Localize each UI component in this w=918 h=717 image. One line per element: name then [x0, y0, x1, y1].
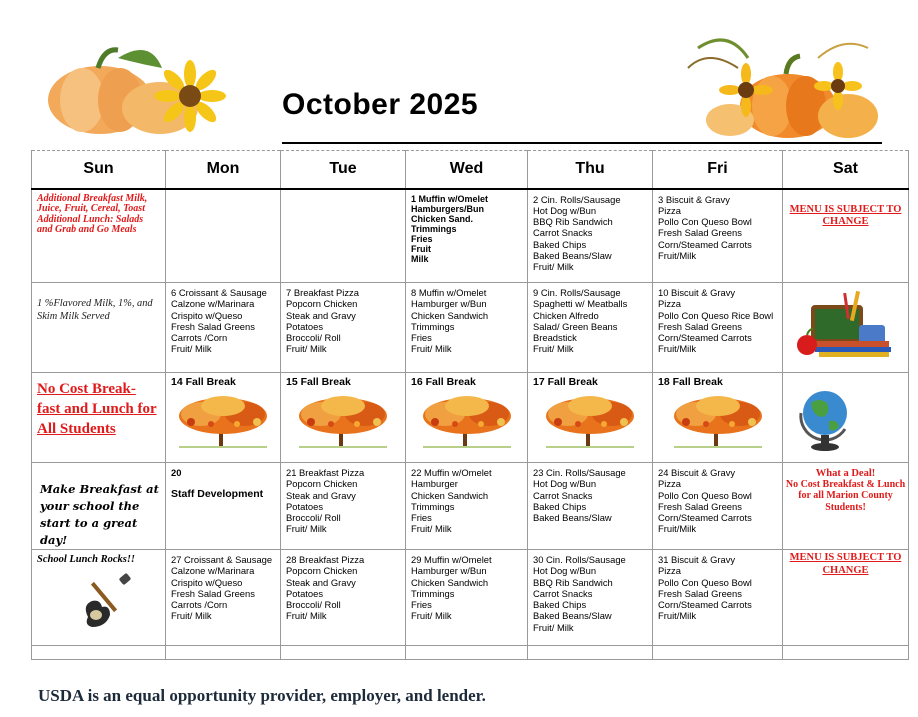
menu-line: 28 Breakfast Pizza: [286, 554, 365, 565]
menu-line: Fruit/Milk: [658, 343, 697, 355]
menu-line: Corn/Steamed Carrots: [658, 332, 752, 344]
cell-w4-fri: [653, 463, 783, 550]
note-line: Fruit, Cereal, Toast: [64, 203, 145, 215]
menu-line: Baked Chips: [533, 500, 587, 512]
menu-line: Pizza: [658, 204, 681, 216]
cell-w1-sun: [32, 189, 166, 283]
notice-line: No Cost Breakfast &: [785, 479, 875, 491]
menu-line: Baked Beans/Slaw: [533, 610, 612, 622]
menu-line: Chicken Sandwich: [411, 576, 489, 588]
globe-icon: [783, 373, 907, 461]
menu-line: Fruit/ Milk: [411, 343, 452, 355]
menu-line: Fruit/ Milk: [533, 621, 574, 633]
cell-w2-mon: [166, 283, 281, 373]
notice-line: No Cost Break-: [37, 381, 136, 397]
cell-w5-thu: [528, 550, 653, 646]
menu-line: Pizza: [658, 565, 681, 577]
menu-line: Fries: [411, 512, 432, 524]
notice-line: fast and Lunch: [37, 401, 134, 417]
notice-line: Lunch for all Marion: [798, 479, 906, 502]
menu-line: Crispito w/Queso: [171, 309, 243, 321]
note-line: a great day!: [40, 516, 138, 547]
cell-w2-tue: [281, 283, 406, 373]
cell-w4-sat: [783, 463, 909, 550]
note-line: Salads and Grab and Go: [37, 213, 144, 236]
menu-line: 3 Biscuit & Gravy: [658, 193, 730, 205]
cell-w3-fri: [653, 373, 783, 463]
cell-w6-thu: [528, 646, 653, 660]
menu-line: Popcorn Chicken: [286, 298, 358, 310]
note-line: 1 %Flavored Milk,: [37, 298, 116, 309]
cell-w1-sat: [783, 189, 909, 283]
cell-w6-mon: [166, 646, 281, 660]
week-row-1: [32, 189, 909, 283]
menu-line: Potatoes: [286, 587, 324, 599]
menu-line: Fruit/ Milk: [411, 610, 452, 622]
menu-line: Chicken Sand.: [411, 213, 474, 224]
fall-break-label: 16 Fall Break: [411, 376, 476, 388]
menu-line: Fresh Salad Greens: [658, 320, 742, 332]
fall-tree-icon: [415, 392, 519, 450]
menu-line: Popcorn Chicken: [286, 565, 358, 577]
title-divider: [282, 142, 882, 144]
menu-subject-notice: [783, 550, 908, 577]
cell-w2-thu: [528, 283, 653, 373]
notice-line: Students!: [825, 501, 866, 513]
menu-line: Fresh Salad Greens: [171, 320, 255, 332]
menu-line: Pollo Con Queso Bowl: [658, 216, 752, 228]
note-line: Served: [81, 311, 110, 322]
menu-line: Fruit: [411, 243, 431, 254]
menu-line: Fruit/ Milk: [286, 343, 327, 355]
menu-line: Hamburger: [411, 478, 458, 490]
menu-line: BBQ Rib Sandwich: [533, 216, 613, 228]
menu-line: Pollo Con Queso Bowl: [658, 489, 752, 501]
menu-line: 8 Muffin w/Omelet: [411, 287, 487, 298]
fall-break-label: 18 Fall Break: [658, 376, 723, 388]
fall-break-label: 17 Fall Break: [533, 376, 598, 388]
cell-w2-sun: [32, 283, 166, 373]
menu-line: 2 Cin. Rolls/Sausage: [533, 193, 621, 205]
menu-line: 21 Breakfast Pizza: [286, 467, 365, 478]
menu-line: Potatoes: [286, 320, 324, 332]
note-line: Milk, Juice,: [37, 192, 148, 215]
menu-line: Fries: [411, 233, 433, 244]
page-title: October 2025: [282, 88, 479, 121]
cell-w6-sun: [32, 646, 166, 660]
day-header-wed: Wed: [406, 151, 528, 189]
cell-w1-mon: [166, 189, 281, 283]
menu-line: 1 Muffin w/Omelet: [411, 193, 489, 204]
menu-line: Calzone w/Marinara: [171, 565, 255, 577]
menu-line: Potatoes: [286, 500, 324, 512]
notice-line: County: [861, 490, 893, 502]
cell-w2-wed: [406, 283, 528, 373]
cell-w4-wed: [406, 463, 528, 550]
menu-line: 23 Cin. Rolls/Sausage: [533, 467, 626, 478]
cell-w6-tue: [281, 646, 406, 660]
menu-line: Carrots /Corn: [171, 332, 228, 344]
menu-line: Fruit/Milk: [658, 249, 697, 261]
menu-line: Pizza: [658, 478, 681, 490]
menu-line: Broccoli/ Roll: [286, 332, 341, 344]
day-header-sun: Sun: [32, 151, 166, 189]
day-header-fri: Fri: [653, 151, 783, 189]
menu-line: Fruit/ Milk: [533, 261, 574, 273]
menu-line: Fries: [411, 599, 432, 611]
menu-line: Trimmings: [411, 223, 457, 234]
menu-line: Fruit/ Milk: [411, 523, 452, 535]
calendar-grid: [31, 150, 909, 660]
cell-w5-mon: [166, 550, 281, 646]
menu-line: Trimmings: [411, 320, 455, 332]
note-line: Meals: [111, 224, 137, 236]
menu-line: Steak and Gravy: [286, 576, 356, 588]
menu-line: Salad/ Green Beans: [533, 320, 618, 332]
menu-line: Fresh Salad Greens: [658, 227, 742, 239]
menu-line: 22 Muffin w/Omelet: [411, 467, 492, 478]
menu-line: Carrot Snacks: [533, 489, 593, 501]
note-line: 1%, and Skim Milk: [37, 298, 153, 322]
menu-line: 29 Muffin w/Omelet: [411, 554, 492, 565]
day-header-tue: Tue: [281, 151, 406, 189]
school-lunch-rocks-label: School Lunch Rocks!!: [37, 554, 136, 565]
date-number: 20: [171, 467, 182, 478]
pumpkin-sunflower-left-icon: [40, 38, 240, 138]
menu-line: Hamburger w/Bun: [411, 298, 487, 310]
menu-line: Corn/Steamed Carrots: [658, 599, 752, 611]
cell-w2-fri: [653, 283, 783, 373]
cell-w6-wed: [406, 646, 528, 660]
cell-w4-thu: [528, 463, 653, 550]
menu-line: Chicken Sandwich: [411, 309, 489, 321]
menu-line: 31 Biscuit & Gravy: [658, 554, 736, 565]
cell-w5-tue: [281, 550, 406, 646]
week-row-5: [32, 550, 909, 646]
note-line: Additional Breakfast: [37, 192, 123, 204]
menu-line: 30 Cin. Rolls/Sausage: [533, 554, 626, 565]
menu-line: Pollo Con Queso Rice Bowl: [658, 309, 774, 321]
note-line: Make Breakfast at: [40, 482, 159, 496]
menu-line: Trimmings: [411, 500, 455, 512]
menu-line: Carrot Snacks: [533, 227, 593, 239]
menu-subject-notice: [783, 190, 908, 229]
day-header-row: [32, 151, 909, 189]
menu-line: 10 Biscuit & Gravy: [658, 287, 736, 298]
menu-line: Carrot Snacks: [533, 587, 593, 599]
day-header-mon: Mon: [166, 151, 281, 189]
cell-w5-sat: [783, 550, 909, 646]
cell-w5-fri: [653, 550, 783, 646]
menu-line: Breadstick: [533, 332, 577, 344]
menu-line: Fruit/ Milk: [171, 610, 212, 622]
menu-line: Corn/Steamed Carrots: [658, 238, 752, 250]
cell-w3-tue: [281, 373, 406, 463]
notice-line: MENU IS SUBJECT: [789, 203, 884, 215]
cell-w6-sat: [783, 646, 909, 660]
fall-tree-icon: [291, 392, 395, 450]
menu-line: 7 Breakfast Pizza: [286, 287, 359, 298]
menu-line: Fresh Salad Greens: [658, 587, 742, 599]
cell-w1-fri: [653, 189, 783, 283]
menu-line: Fruit/Milk: [658, 523, 697, 535]
menu-line: Fries: [411, 332, 432, 344]
menu-line: Pollo Con Queso Bowl: [658, 576, 752, 588]
menu-line: Fresh Salad Greens: [171, 587, 255, 599]
fall-break-label: 15 Fall Break: [286, 376, 351, 388]
cell-w3-thu: [528, 373, 653, 463]
menu-line: Spaghetti w/ Meatballs: [533, 298, 628, 310]
menu-line: Popcorn Chicken: [286, 478, 358, 490]
menu-line: 27 Croissant & Sausage: [171, 554, 273, 565]
menu-line: Trimmings: [411, 587, 455, 599]
menu-line: Fruit/ Milk: [286, 523, 327, 535]
note-line: Additional Lunch:: [37, 213, 114, 225]
day-header-sat: Sat: [783, 151, 909, 189]
menu-line: Crispito w/Queso: [171, 576, 243, 588]
menu-line: Broccoli/ Roll: [286, 599, 341, 611]
cell-w4-sun: [32, 463, 166, 550]
notice-line: What a Deal!: [815, 468, 876, 479]
menu-line: 24 Biscuit & Gravy: [658, 467, 736, 478]
cell-w1-wed: [406, 189, 528, 283]
menu-line: Chicken Sandwich: [411, 489, 489, 501]
menu-line: Hamburgers/Bun: [411, 203, 485, 214]
menu-line: Hot Dog w/Bun: [533, 478, 597, 490]
notice-line: TO CHANGE: [822, 203, 902, 227]
week-row-4: [32, 463, 909, 550]
menu-line: Steak and Gravy: [286, 309, 356, 321]
pumpkin-sunflower-right-icon: [668, 28, 888, 143]
cell-w6-fri: [653, 646, 783, 660]
menu-line: Baked Beans/Slaw: [533, 249, 612, 261]
notice-line: for All Students: [37, 401, 157, 437]
menu-line: Baked Chips: [533, 599, 587, 611]
week-row-2: [32, 283, 909, 373]
menu-line: Fruit/ Milk: [533, 343, 574, 355]
fall-tree-icon: [538, 392, 642, 450]
menu-line: Broccoli/ Roll: [286, 512, 341, 524]
cell-w3-sun: [32, 373, 166, 463]
no-cost-meals-notice: [32, 373, 165, 445]
menu-line: Hamburger w/Bun: [411, 565, 487, 577]
menu-line: Hot Dog w/Bun: [533, 204, 597, 216]
cell-w5-sun: [32, 550, 166, 646]
menu-line: Fruit/ Milk: [171, 343, 212, 355]
menu-line: Carrots /Corn: [171, 599, 228, 611]
what-a-deal-notice: [783, 463, 908, 513]
fall-break-label: 14 Fall Break: [171, 376, 236, 388]
menu-line: Baked Chips: [533, 238, 587, 250]
week-row-6: [32, 646, 909, 660]
menu-line: Calzone w/Marinara: [171, 298, 255, 310]
menu-line: Hot Dog w/Bun: [533, 565, 597, 577]
menu-line: Fresh Salad Greens: [658, 500, 742, 512]
cell-w3-wed: [406, 373, 528, 463]
cell-w5-wed: [406, 550, 528, 646]
menu-line: 6 Croissant & Sausage: [171, 287, 267, 298]
notice-line: MENU IS SUBJECT: [789, 552, 884, 563]
menu-line: 9 Cin. Rolls/Sausage: [533, 287, 621, 298]
notice-line: TO CHANGE: [822, 552, 902, 576]
usda-footer: USDA is an equal opportunity provider, employer, and lender.: [38, 686, 486, 705]
cell-w3-sat: [783, 373, 909, 463]
menu-line: BBQ Rib Sandwich: [533, 576, 613, 588]
fall-tree-icon: [171, 392, 275, 450]
menu-line: Baked Beans/Slaw: [533, 512, 612, 524]
week-row-3: [32, 373, 909, 463]
note-line: your school the start to: [40, 499, 140, 530]
menu-line: Pizza: [658, 298, 681, 310]
cell-w1-tue: [281, 189, 406, 283]
cell-w4-tue: [281, 463, 406, 550]
guitar-icon: [80, 569, 166, 633]
day-header-thu: Thu: [528, 151, 653, 189]
cell-w4-mon: [166, 463, 281, 550]
cell-w1-thu: [528, 189, 653, 283]
fall-tree-icon: [666, 392, 770, 450]
menu-line: Fruit/ Milk: [286, 610, 327, 622]
staff-development-label: Staff Development: [171, 488, 264, 501]
menu-line: Corn/Steamed Carrots: [658, 512, 752, 524]
cell-w3-mon: [166, 373, 281, 463]
menu-line: Steak and Gravy: [286, 489, 356, 501]
menu-line: Chicken Alfredo: [533, 309, 599, 321]
cell-w2-sat: [783, 283, 909, 373]
school-supplies-icon: [783, 283, 907, 371]
menu-line: Fruit/Milk: [658, 610, 697, 622]
menu-line: Milk: [411, 253, 429, 264]
